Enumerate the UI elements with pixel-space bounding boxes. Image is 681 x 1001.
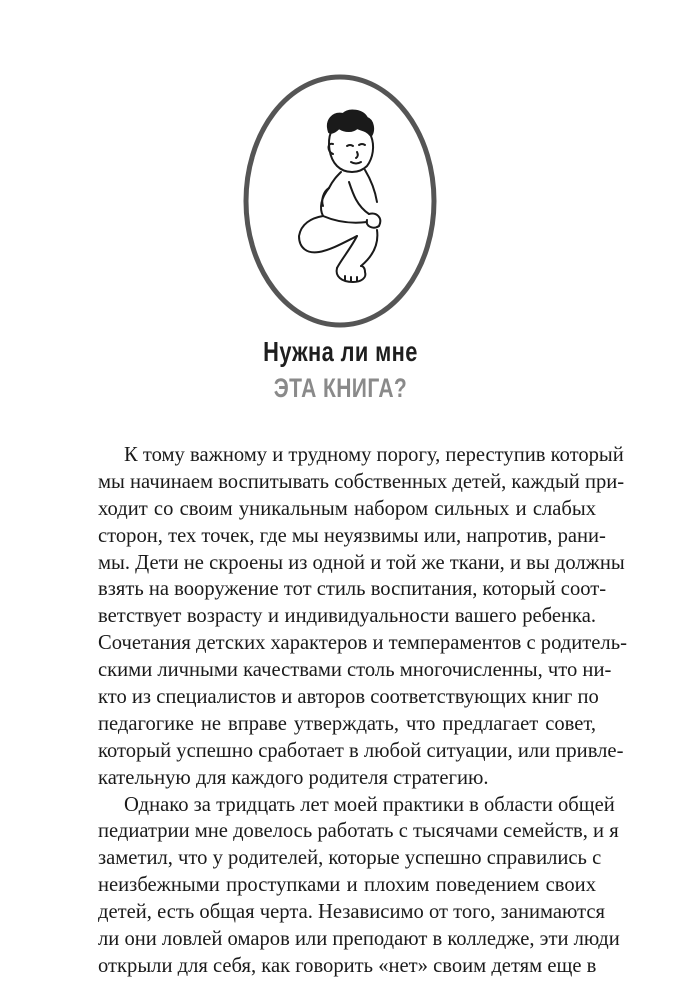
text-line: Однако за тридцать лет моей практики в области общей xyxy=(124,793,615,816)
text-line: заметил, что у родителей, которые успешно справились с xyxy=(98,847,602,870)
text-line: К тому важному и трудному порогу, переступив который xyxy=(124,444,624,466)
text-line: педагогике не вправе утверждать, что предлагает совет, xyxy=(98,712,596,735)
text-line: взять на вооружение тот стиль воспитания, который соот- xyxy=(98,578,607,601)
text-line: который успешно сработает в любой ситуации, или привле- xyxy=(98,739,624,762)
chapter-subtitle: ЭТА КНИГА? xyxy=(273,373,408,403)
text-line: скими личными качествами столь многочисленны, что ни- xyxy=(98,659,612,682)
text-line: ветствует возрасту и индивидуальности вашего ребенка. xyxy=(98,605,596,628)
child-figure-icon xyxy=(299,111,380,282)
child-crouching-illustration xyxy=(241,72,439,330)
text-line: ли они ловлей омаров или преподают в колледже, эти люди xyxy=(98,928,620,951)
text-line: кто из специалистов и авторов соответствующих книг по xyxy=(98,686,599,709)
body-text xyxy=(98,442,627,980)
text-line: ходит со своим уникальным набором сильных и слабых xyxy=(98,497,596,520)
text-line: детей, есть общая черта. Независимо от того, занимаются xyxy=(98,901,605,924)
text-line: Сочетания детских характеров и темпераментов с родитель- xyxy=(98,632,627,655)
text-line: кательную для каждого родителя стратегию. xyxy=(98,766,489,789)
text-line: сторон, тех точек, где мы неуязвимы или, напротив, рани- xyxy=(98,524,606,547)
paragraph xyxy=(98,442,627,792)
chapter-title: Нужна ли мне xyxy=(263,336,418,367)
text-line: мы. Дети не скроены из одной и той же ткани, и вы должны xyxy=(98,551,625,574)
text-line: неизбежными проступками и плохим поведением своих xyxy=(98,874,596,897)
paragraph xyxy=(98,792,620,980)
text-line: открыли для себя, как говорить «нет» своим детям еще в xyxy=(98,954,597,977)
text-line: мы начинаем воспитывать собственных детей, каждый при- xyxy=(98,470,625,493)
text-line: педиатрии мне довелось работать с тысячами семейств, и я xyxy=(98,820,619,843)
